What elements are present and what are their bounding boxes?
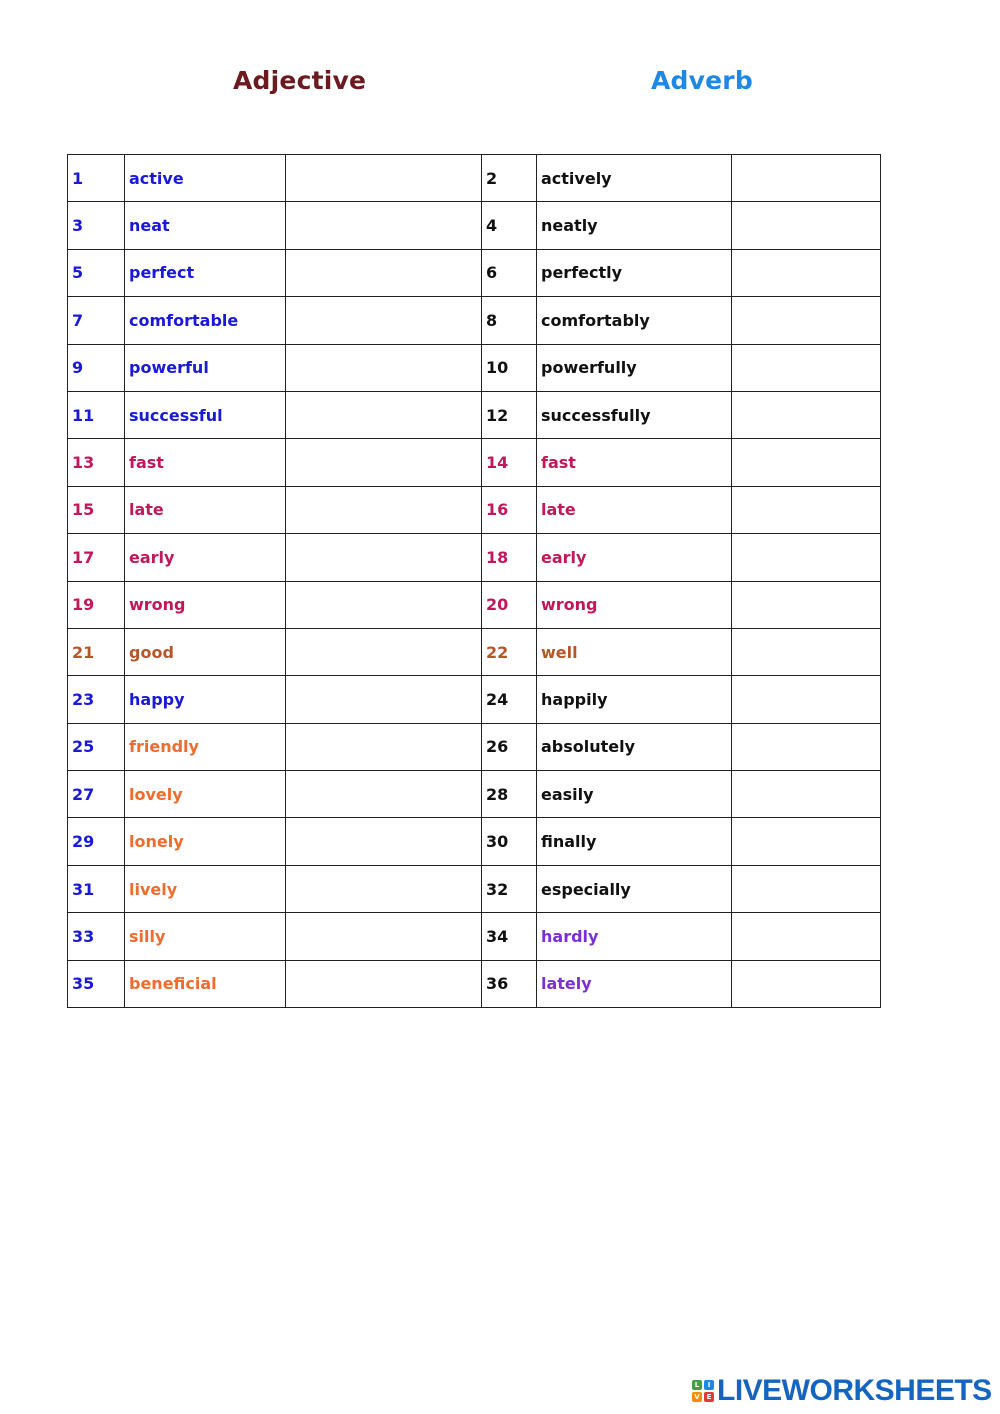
left-answer-field[interactable]	[290, 392, 477, 438]
adjective-heading: Adjective	[233, 66, 367, 95]
left-answer-field-cell	[286, 818, 482, 865]
adverb-word: well	[537, 628, 732, 675]
left-number: 19	[68, 581, 125, 628]
left-answer-field[interactable]	[290, 629, 477, 675]
right-answer-field-cell	[732, 486, 881, 533]
left-answer-field-cell	[286, 391, 482, 438]
left-number: 23	[68, 676, 125, 723]
left-number: 13	[68, 439, 125, 486]
left-answer-field[interactable]	[290, 818, 477, 864]
left-answer-field[interactable]	[290, 771, 477, 817]
right-number: 12	[482, 391, 537, 438]
right-answer-field-cell	[732, 865, 881, 912]
table-row	[68, 534, 881, 581]
right-number: 26	[482, 723, 537, 770]
right-number: 32	[482, 865, 537, 912]
adjective-word: powerful	[125, 344, 286, 391]
adverb-word: neatly	[537, 202, 732, 249]
right-answer-field[interactable]	[736, 771, 876, 817]
left-answer-field-cell	[286, 723, 482, 770]
table-row	[68, 297, 881, 344]
adverb-word: easily	[537, 771, 732, 818]
right-answer-field[interactable]	[736, 676, 876, 722]
table-row	[68, 344, 881, 391]
adjective-word: early	[125, 534, 286, 581]
adverb-word: successfully	[537, 391, 732, 438]
left-answer-field-cell	[286, 486, 482, 533]
table-row	[68, 439, 881, 486]
left-answer-field-cell	[286, 297, 482, 344]
left-answer-field[interactable]	[290, 155, 477, 201]
right-number: 36	[482, 960, 537, 1007]
left-answer-field[interactable]	[290, 439, 477, 485]
adjective-word: wrong	[125, 581, 286, 628]
left-number: 31	[68, 865, 125, 912]
left-answer-field[interactable]	[290, 534, 477, 580]
right-number: 28	[482, 771, 537, 818]
adverb-word: early	[537, 534, 732, 581]
adjective-word: lovely	[125, 771, 286, 818]
left-answer-field[interactable]	[290, 297, 477, 343]
adverb-word: lately	[537, 960, 732, 1007]
table-row	[68, 676, 881, 723]
table-row	[68, 391, 881, 438]
right-answer-field[interactable]	[736, 155, 876, 201]
right-number: 30	[482, 818, 537, 865]
right-answer-field-cell	[732, 771, 881, 818]
left-answer-field[interactable]	[290, 250, 477, 296]
right-answer-field-cell	[732, 628, 881, 675]
right-number: 22	[482, 628, 537, 675]
table-row	[68, 913, 881, 960]
right-answer-field-cell	[732, 202, 881, 249]
adverb-word: perfectly	[537, 249, 732, 296]
left-number: 11	[68, 391, 125, 438]
right-answer-field-cell	[732, 391, 881, 438]
left-number: 9	[68, 344, 125, 391]
right-answer-field[interactable]	[736, 250, 876, 296]
adjective-word: lonely	[125, 818, 286, 865]
right-answer-field-cell	[732, 155, 881, 202]
worksheet-table	[67, 154, 881, 1008]
right-number: 34	[482, 913, 537, 960]
adjective-word: perfect	[125, 249, 286, 296]
right-answer-field[interactable]	[736, 297, 876, 343]
right-answer-field-cell	[732, 439, 881, 486]
left-answer-field-cell	[286, 960, 482, 1007]
adjective-word: comfortable	[125, 297, 286, 344]
right-answer-field[interactable]	[736, 724, 876, 770]
right-number: 8	[482, 297, 537, 344]
adverb-word: wrong	[537, 581, 732, 628]
adverb-word: late	[537, 486, 732, 533]
table-row	[68, 155, 881, 202]
adverb-heading: Adverb	[651, 66, 753, 95]
left-answer-field-cell	[286, 249, 482, 296]
adjective-word: silly	[125, 913, 286, 960]
right-answer-field[interactable]	[736, 534, 876, 580]
adjective-word: friendly	[125, 723, 286, 770]
right-answer-field-cell	[732, 297, 881, 344]
adverb-word: absolutely	[537, 723, 732, 770]
table-row	[68, 960, 881, 1007]
left-answer-field-cell	[286, 581, 482, 628]
table-row	[68, 771, 881, 818]
right-answer-field[interactable]	[736, 866, 876, 912]
right-answer-field[interactable]	[736, 392, 876, 438]
left-answer-field[interactable]	[290, 961, 477, 1007]
liveworksheets-logo	[692, 1374, 992, 1408]
left-number: 17	[68, 534, 125, 581]
adjective-word: active	[125, 155, 286, 202]
right-answer-field-cell	[732, 723, 881, 770]
right-answer-field[interactable]	[736, 202, 876, 248]
left-answer-field-cell	[286, 771, 482, 818]
left-number: 1	[68, 155, 125, 202]
left-answer-field-cell	[286, 865, 482, 912]
left-number: 25	[68, 723, 125, 770]
left-number: 21	[68, 628, 125, 675]
right-answer-field-cell	[732, 913, 881, 960]
left-answer-field-cell	[286, 155, 482, 202]
left-answer-field-cell	[286, 202, 482, 249]
left-answer-field-cell	[286, 534, 482, 581]
adverb-word: fast	[537, 439, 732, 486]
adjective-word: good	[125, 628, 286, 675]
logo-text: LIVEWORKSHEETS	[717, 1374, 992, 1407]
right-number: 20	[482, 581, 537, 628]
left-number: 27	[68, 771, 125, 818]
left-answer-field[interactable]	[290, 724, 477, 770]
left-answer-field[interactable]	[290, 866, 477, 912]
right-number: 16	[482, 486, 537, 533]
adjective-word: lively	[125, 865, 286, 912]
adverb-word: actively	[537, 155, 732, 202]
right-answer-field[interactable]	[736, 582, 876, 628]
right-number: 24	[482, 676, 537, 723]
right-answer-field-cell	[732, 581, 881, 628]
right-answer-field[interactable]	[736, 345, 876, 391]
table-row	[68, 628, 881, 675]
table-row	[68, 486, 881, 533]
right-answer-field[interactable]	[736, 913, 876, 959]
left-answer-field-cell	[286, 628, 482, 675]
left-number: 33	[68, 913, 125, 960]
table-row	[68, 865, 881, 912]
adverb-word: comfortably	[537, 297, 732, 344]
right-answer-field-cell	[732, 676, 881, 723]
left-answer-field[interactable]	[290, 487, 477, 533]
right-answer-field[interactable]	[736, 818, 876, 864]
right-answer-field-cell	[732, 818, 881, 865]
adjective-word: successful	[125, 391, 286, 438]
left-number: 7	[68, 297, 125, 344]
adverb-word: hardly	[537, 913, 732, 960]
table-row	[68, 202, 881, 249]
left-answer-field[interactable]	[290, 202, 477, 248]
table-row	[68, 723, 881, 770]
left-number: 3	[68, 202, 125, 249]
right-answer-field[interactable]	[736, 961, 876, 1007]
right-answer-field-cell	[732, 960, 881, 1007]
right-answer-field-cell	[732, 534, 881, 581]
right-answer-field[interactable]	[736, 487, 876, 533]
table-row	[68, 581, 881, 628]
right-answer-field[interactable]	[736, 439, 876, 485]
left-answer-field[interactable]	[290, 345, 477, 391]
adjective-word: happy	[125, 676, 286, 723]
table-row	[68, 249, 881, 296]
left-answer-field-cell	[286, 676, 482, 723]
adjective-word: beneficial	[125, 960, 286, 1007]
left-answer-field-cell	[286, 344, 482, 391]
left-number: 29	[68, 818, 125, 865]
left-number: 35	[68, 960, 125, 1007]
liveworksheets-logo-icon: L I V E	[692, 1380, 714, 1402]
right-number: 6	[482, 249, 537, 296]
right-answer-field-cell	[732, 344, 881, 391]
left-answer-field-cell	[286, 913, 482, 960]
adverb-word: happily	[537, 676, 732, 723]
right-number: 2	[482, 155, 537, 202]
left-answer-field[interactable]	[290, 913, 477, 959]
left-number: 15	[68, 486, 125, 533]
left-answer-field-cell	[286, 439, 482, 486]
left-answer-field[interactable]	[290, 582, 477, 628]
right-number: 4	[482, 202, 537, 249]
left-answer-field[interactable]	[290, 676, 477, 722]
adverb-word: especially	[537, 865, 732, 912]
adjective-word: late	[125, 486, 286, 533]
adverb-word: powerfully	[537, 344, 732, 391]
adjective-word: fast	[125, 439, 286, 486]
right-answer-field-cell	[732, 249, 881, 296]
adjective-word: neat	[125, 202, 286, 249]
adverb-word: finally	[537, 818, 732, 865]
right-number: 10	[482, 344, 537, 391]
table-row	[68, 818, 881, 865]
right-number: 14	[482, 439, 537, 486]
left-number: 5	[68, 249, 125, 296]
right-number: 18	[482, 534, 537, 581]
right-answer-field[interactable]	[736, 629, 876, 675]
